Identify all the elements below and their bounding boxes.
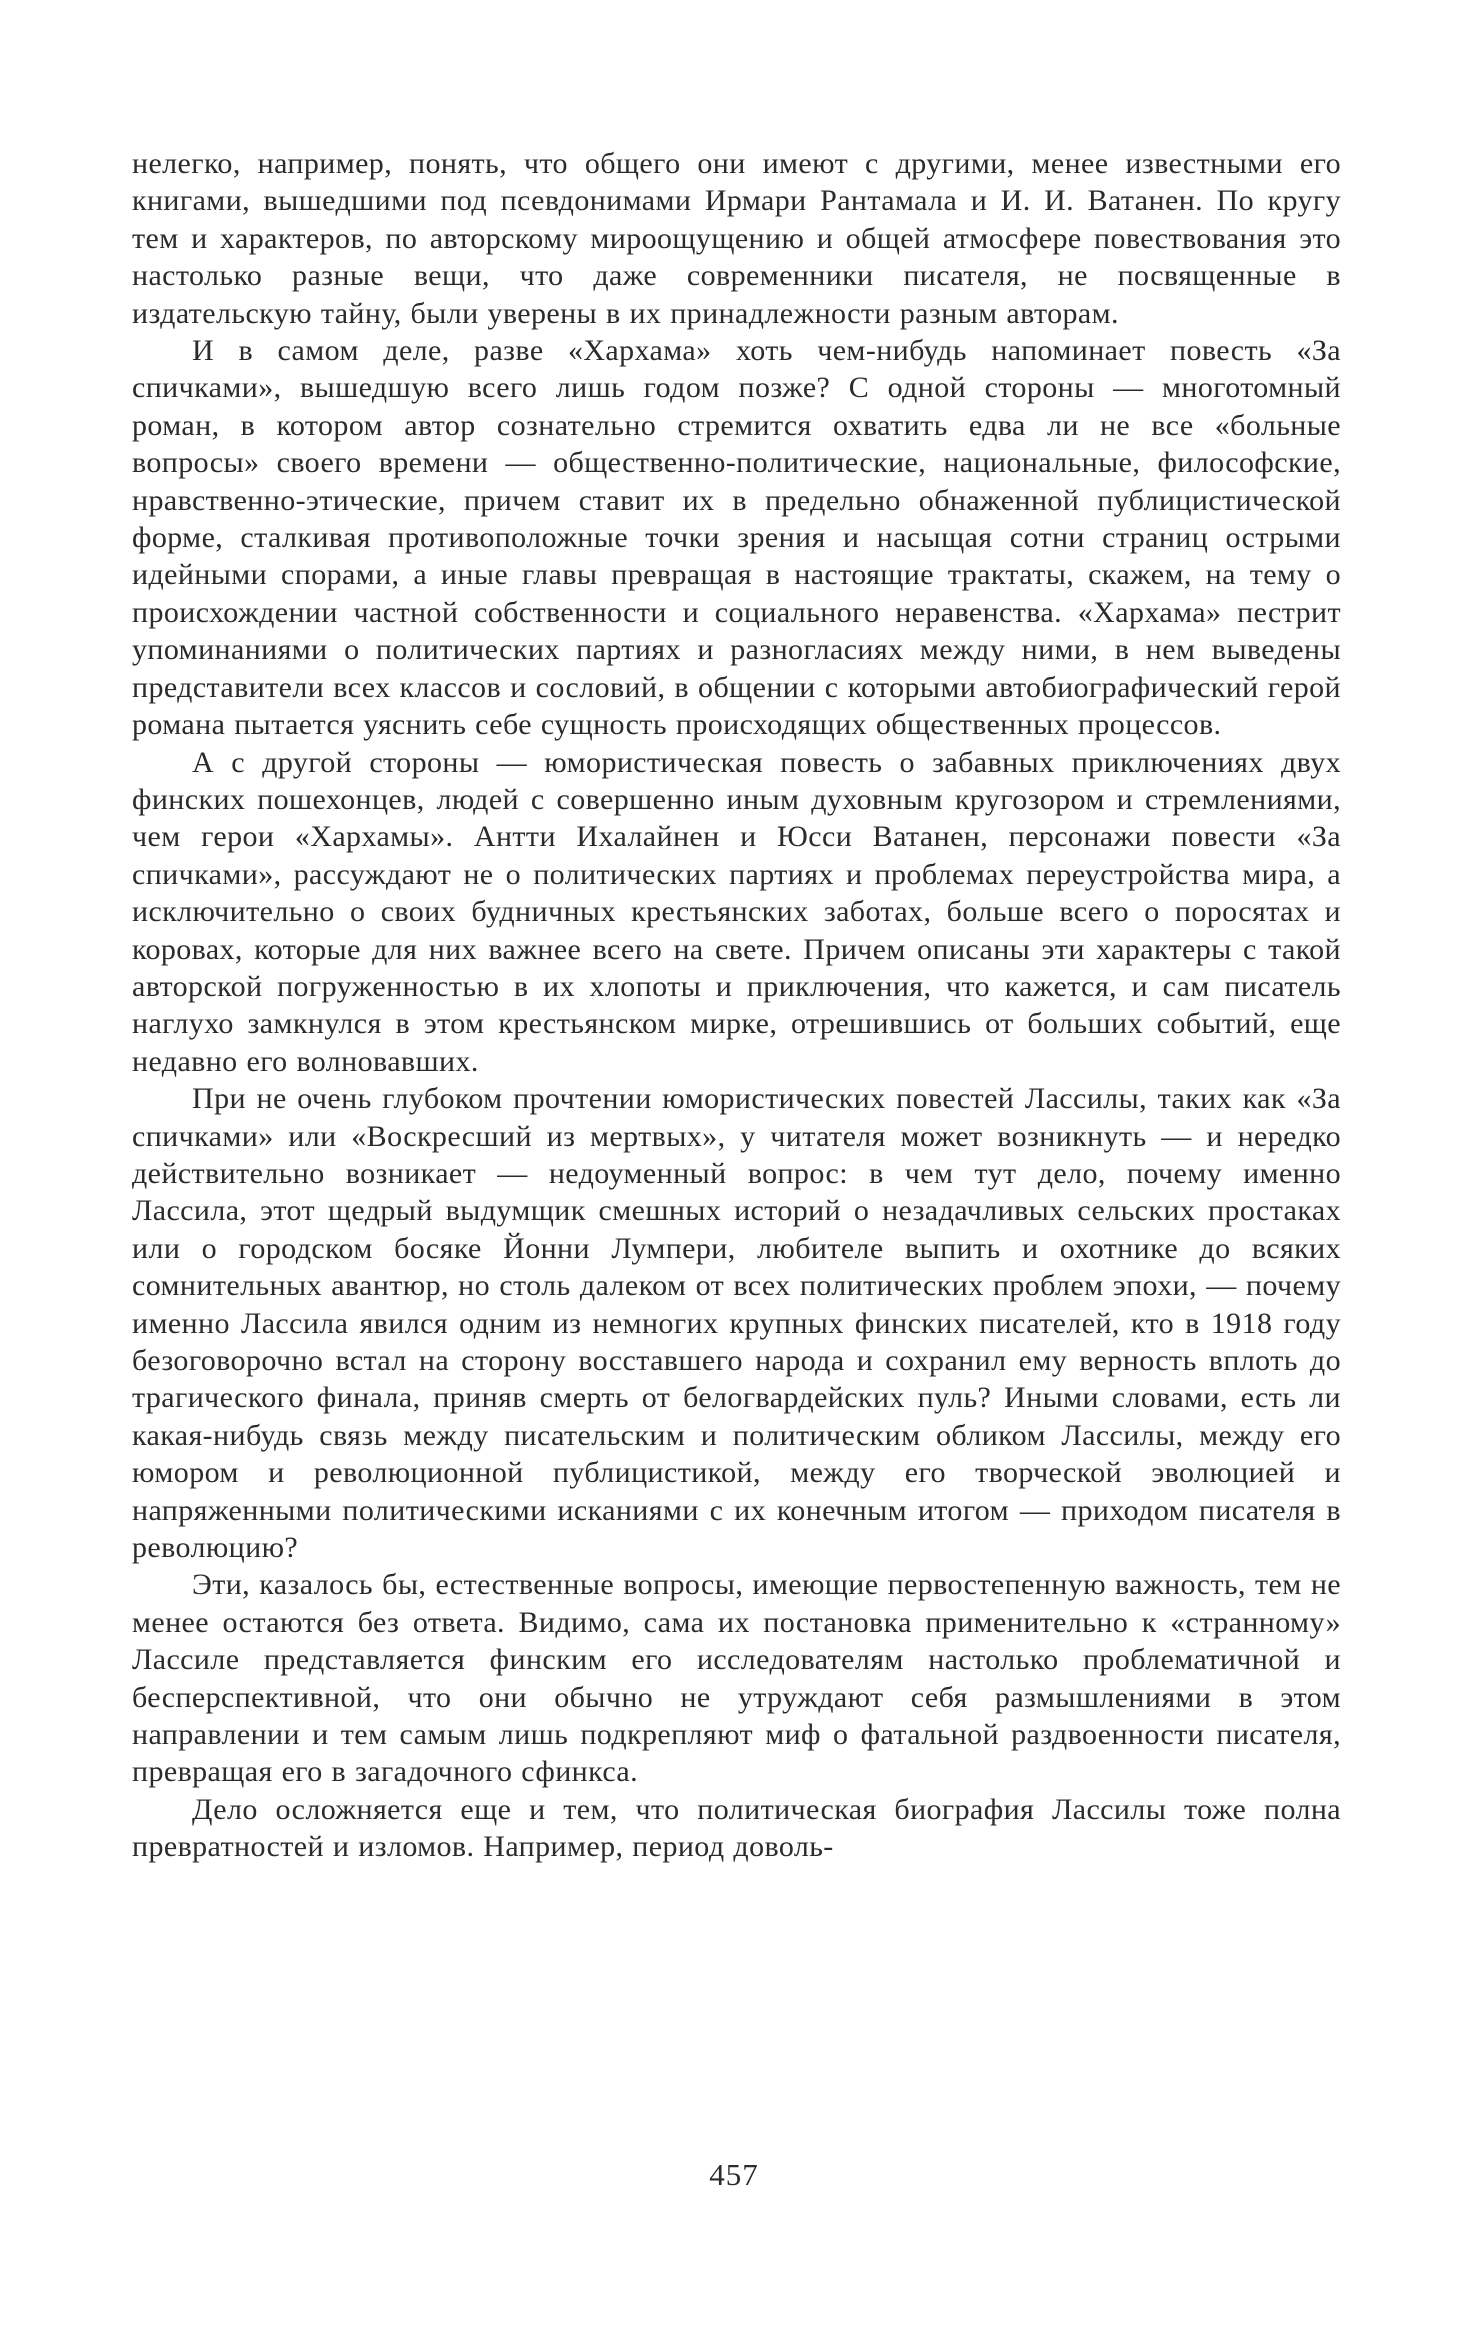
paragraph-5: Эти, казалось бы, естественные вопросы, имеющие первостепенную важность, тем не менее остаются без ответа. Видимо, сама их постановка применительно к «странному» Лассиле представляется финским его исследователям настолько проблематичной и бесперспективной, что они обычно не утруждают себя размышлениями в этом направлении и тем самым лишь подкрепляют миф о фатальной раздвоенности писателя, превращая его в загадочного сфинкса. xyxy=(132,1568,1341,1789)
page-text xyxy=(132,145,1341,1866)
paragraph-1: нелегко, например, понять, что общего они имеют с другими, менее известными его книгами, вышедшими под псевдонимами Ирмари Рантамала и И. И. Ватанен. По кругу тем и характеров, по авторскому мироощущению и общей атмосфере повествования это настолько разные вещи, что даже современники писателя, не посвященные в издательскую тайну, были уверены в их принадлежности разным авторам. xyxy=(132,147,1341,330)
paragraph-2: И в самом деле, разве «Хархама» хоть чем-нибудь напоминает повесть «За спичками», вышедшую всего лишь годом позже? С одной стороны — многотомный роман, в котором автор сознательно стремится охватить едва ли не все «больные вопросы» своего времени — общественно-политические, национальные, философские, нравственно-этические, причем ставит их в предельно обнаженной публицистической форме, сталкивая противоположные точки зрения и насыщая сотни страниц острыми идейными спорами, а иные главы превращая в настоящие трактаты, скажем, на тему о происхождении частной собственности и социального неравенства. «Хархама» пестрит упоминаниями о политических партиях и разногласиях между ними, в нем выведены представители всех классов и сословий, в общении с которыми автобиографический герой романа пытается уяснить себе сущность происходящих общественных процессов. xyxy=(132,334,1341,742)
page-number: 457 xyxy=(709,2157,759,2192)
paragraph-4: При не очень глубоком прочтении юмористических повестей Лассилы, таких как «За спичками» или «Воскресший из мертвых», у читателя может возникнуть — и нередко действительно возникает — недоуменный вопрос: в чем тут дело, почему именно Лассила, этот щедрый выдумщик смешных историй о незадачливых сельских простаках или о городском босяке Йонни Лумпери, любителе выпить и охотнике до всяких сомнительных авантюр, но столь далеком от всех политических проблем эпохи, — почему именно Лассила явился одним из немногих крупных финских писателей, кто в 1918 году безоговорочно встал на сторону восставшего народа и сохранил ему верность вплоть до трагического финала, приняв смерть от белогвардейских пуль? Иными словами, есть ли какая-нибудь связь между писательским и политическим обликом Лассилы, между его юмором и революционной публицистикой, между его творческой эволюцией и напряженными политическими исканиями с их конечным итогом — приходом писателя в революцию? xyxy=(132,1082,1341,1565)
paragraph-6: Дело осложняется еще и тем, что политическая биография Лассилы тоже полна превратностей и изломов. Например, период доволь- xyxy=(132,1792,1341,1864)
paragraph-3: А с другой стороны — юмористическая повесть о забавных приключениях двух финских пошехонцев, людей с совершенно иным духовным кругозором и стремлениями, чем герои «Хархамы». Антти Ихалайнен и Юсси Ватанен, персонажи повести «За спичками», рассуждают не о политических партиях и проблемах переустройства мира, а исключительно о своих будничных крестьянских заботах, больше всего о поросятах и коровах, которые для них важнее всего на свете. Причем описаны эти характеры с такой авторской погруженностью в их хлопоты и приключения, что кажется, и сам писатель наглухо замкнулся в этом крестьянском мирке, отрешившись от больших событий, еще недавно его волновавших. xyxy=(132,745,1341,1078)
